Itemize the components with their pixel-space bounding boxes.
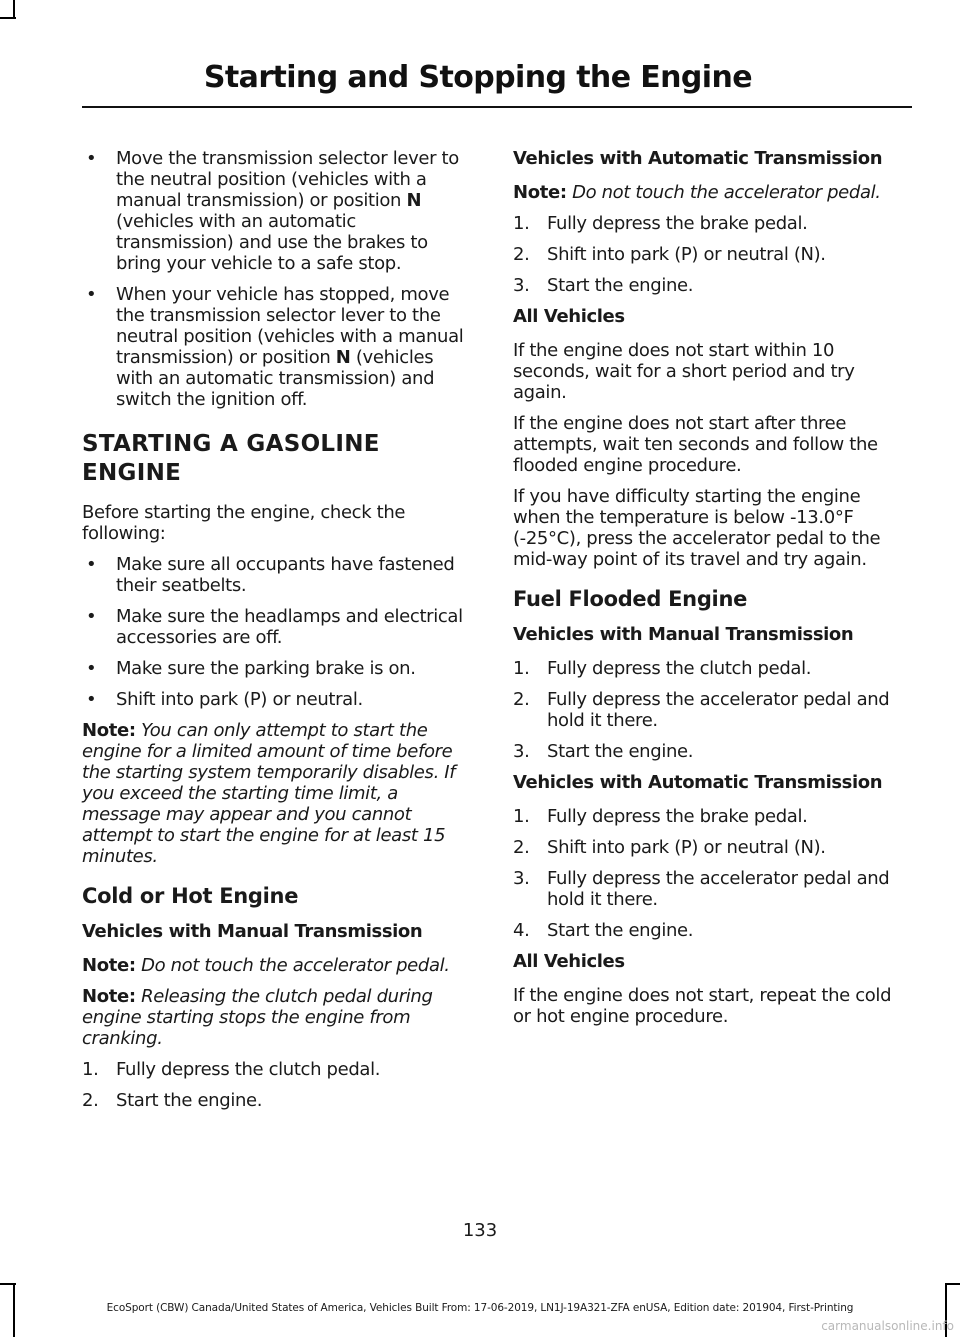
footer-text: EcoSport (CBW) Canada/United States of America, Vehicles Built From: 17-06-2019, LN1J-19A321-ZFA enUSA, Edition date: 201904, First-Printing — [106, 1302, 854, 1314]
list-item-text-after: (vehicles with an automatic transmission) and use the brakes to bring your vehicle to a safe stop. — [116, 211, 428, 274]
step-text: Fully depress the accelerator pedal and hold it there. — [547, 689, 890, 731]
note-label: Note: — [82, 955, 136, 976]
note-label: Note: — [82, 720, 136, 741]
page-number: 133 — [462, 1220, 498, 1241]
intro-paragraph: Before starting the engine, check the following: — [82, 502, 406, 544]
bullet-icon: • — [86, 689, 97, 710]
note — [82, 955, 475, 976]
header-divider — [82, 106, 912, 108]
step-number: 4. — [513, 920, 530, 941]
list-item-text: Make sure all occupants have fastened their seatbelts. — [116, 554, 455, 596]
section-heading: STARTING A GASOLINE ENGINE — [82, 431, 380, 486]
step-text: Fully depress the brake pedal. — [547, 213, 808, 234]
crop-mark-top-left-h — [0, 17, 16, 19]
list-item — [82, 689, 475, 710]
list-item-text-before: When your vehicle has stopped, move the transmission selector lever to the neutral position (vehicles with a manual transmission) or position — [116, 284, 464, 368]
step-item — [82, 1090, 475, 1111]
step-text: Start the engine. — [547, 275, 694, 296]
subsection-heading: Cold or Hot Engine — [82, 884, 299, 908]
bullet-icon: • — [86, 148, 97, 169]
step-number: 2. — [82, 1090, 99, 1111]
list-item-text-before: Move the transmission selector lever to the neutral position (vehicles with a manual transmission) or position — [116, 148, 459, 211]
note-label: Note: — [513, 182, 567, 203]
bullet-icon: • — [86, 606, 97, 627]
step-text: Fully depress the accelerator pedal and hold it there. — [547, 868, 890, 910]
list-item — [82, 606, 475, 648]
step-number: 3. — [513, 275, 530, 296]
transmission-heading: Vehicles with Automatic Transmission — [513, 772, 883, 793]
list-item — [82, 148, 475, 274]
note-text: You can only attempt to start the engine for a limited amount of time before the starting system temporarily disables. If you exceed the starting time limit, a message may appear and you cannot attempt to start the engine for at least 15 minutes. — [82, 720, 456, 867]
crop-mark-top-left-v — [13, 0, 15, 18]
paragraph: If the engine does not start within 10 seconds, wait for a short period and try again. — [513, 340, 855, 403]
note-text: Releasing the clutch pedal during engine starting stops the engine from cranking. — [82, 986, 433, 1049]
step-item — [513, 658, 906, 679]
note — [82, 720, 475, 867]
step-item — [513, 868, 906, 910]
transmission-heading: Vehicles with Manual Transmission — [82, 921, 423, 942]
subsection-heading: Fuel Flooded Engine — [513, 587, 748, 611]
step-number: 1. — [82, 1059, 99, 1080]
step-text: Start the engine. — [116, 1090, 263, 1111]
step-item — [513, 837, 906, 858]
step-number: 2. — [513, 689, 530, 710]
note-label: Note: — [82, 986, 136, 1007]
note — [513, 182, 906, 203]
list-item-text: Shift into park (P) or neutral. — [116, 689, 363, 710]
step-text: Fully depress the clutch pedal. — [547, 658, 812, 679]
watermark: carmanualsonline.info — [821, 1319, 954, 1333]
note-text: Do not touch the accelerator pedal. — [141, 955, 450, 976]
crop-mark-bottom-left-h — [0, 1283, 16, 1285]
step-item — [513, 213, 906, 234]
step-text: Start the engine. — [547, 920, 694, 941]
step-number: 1. — [513, 806, 530, 827]
list-item-text-after: (vehicles with an automatic transmission) and switch the ignition off. — [116, 347, 435, 410]
list-item — [82, 554, 475, 596]
step-number: 1. — [513, 213, 530, 234]
step-text: Start the engine. — [547, 741, 694, 762]
bullet-icon: • — [86, 554, 97, 575]
bullet-icon: • — [86, 658, 97, 679]
gear-key: N — [406, 190, 422, 211]
step-number: 2. — [513, 837, 530, 858]
step-text: Shift into park (P) or neutral (N). — [547, 244, 826, 265]
all-vehicles-heading: All Vehicles — [513, 951, 625, 972]
page-header-title: Starting and Stopping the Engine — [203, 60, 752, 95]
paragraph: If the engine does not start, repeat the cold or hot engine procedure. — [513, 985, 892, 1027]
list-item — [82, 284, 475, 410]
gear-key: N — [335, 347, 351, 368]
step-text: Fully depress the brake pedal. — [547, 806, 808, 827]
step-text: Shift into park (P) or neutral (N). — [547, 837, 826, 858]
note-text: Do not touch the accelerator pedal. — [572, 182, 881, 203]
step-number: 2. — [513, 244, 530, 265]
step-item — [513, 920, 906, 941]
step-item — [513, 244, 906, 265]
paragraph: If the engine does not start after three attempts, wait ten seconds and follow the flooded engine procedure. — [513, 413, 878, 476]
step-item — [513, 741, 906, 762]
step-number: 1. — [513, 658, 530, 679]
right-column — [513, 148, 906, 1037]
step-item — [82, 1059, 475, 1080]
step-item — [513, 806, 906, 827]
left-column — [82, 148, 475, 1121]
step-item — [513, 275, 906, 296]
transmission-heading: Vehicles with Manual Transmission — [513, 624, 854, 645]
step-number: 3. — [513, 741, 530, 762]
step-number: 3. — [513, 868, 530, 889]
step-item — [513, 689, 906, 731]
all-vehicles-heading: All Vehicles — [513, 306, 625, 327]
list-item-text: Make sure the headlamps and electrical accessories are off. — [116, 606, 463, 648]
paragraph: If you have difficulty starting the engine when the temperature is below -13.0°F (-25°C), press the accelerator pedal to the mid-way point of its travel and try again. — [513, 486, 881, 570]
note — [82, 986, 475, 1049]
transmission-heading: Vehicles with Automatic Transmission — [513, 148, 883, 169]
crop-mark-bottom-right-h — [945, 1283, 960, 1285]
list-item — [82, 658, 475, 679]
bullet-icon: • — [86, 284, 97, 305]
list-item-text: Make sure the parking brake is on. — [116, 658, 416, 679]
step-text: Fully depress the clutch pedal. — [116, 1059, 381, 1080]
